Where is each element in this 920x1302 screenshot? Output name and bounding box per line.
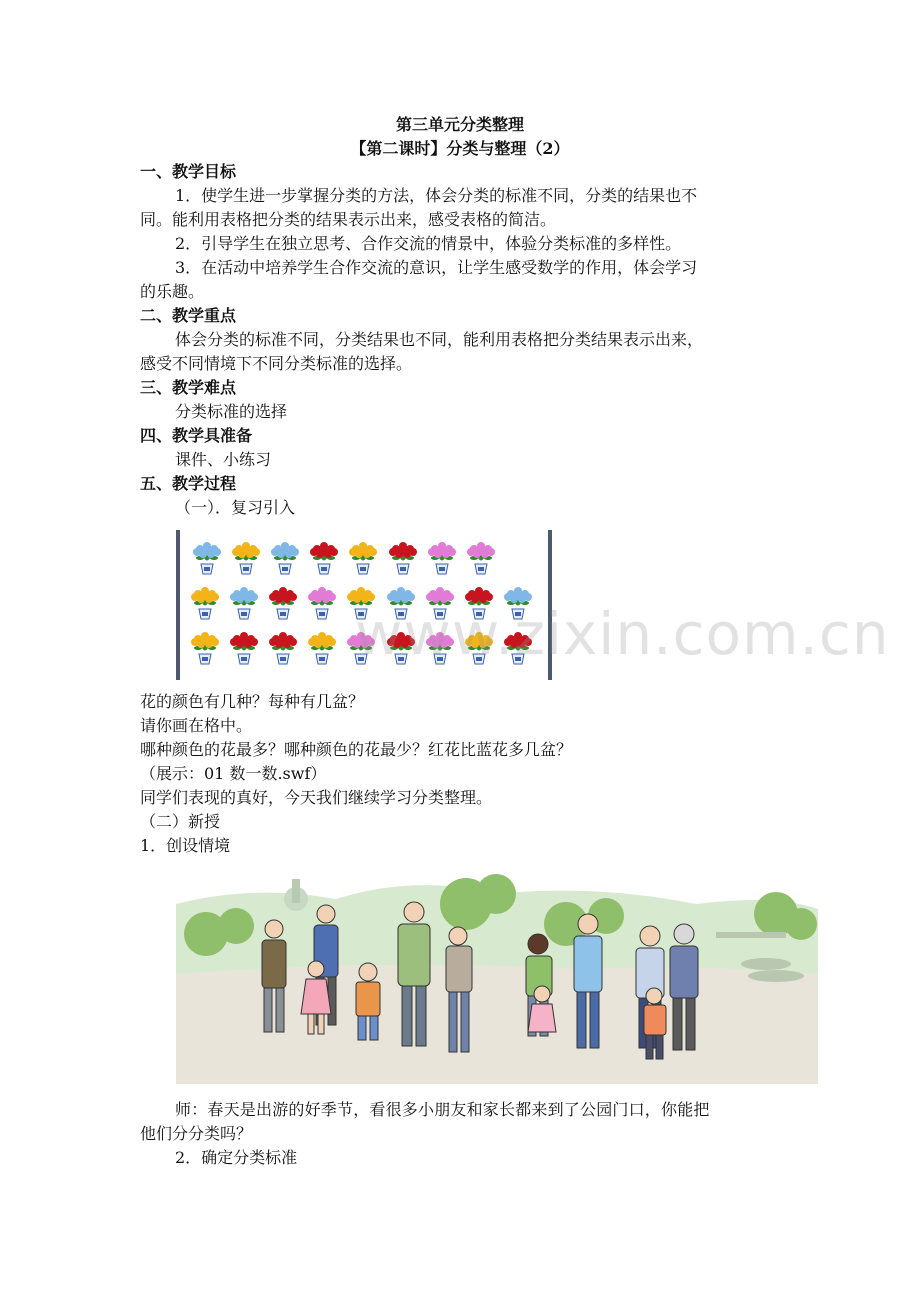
flower-pot-pink [425, 538, 459, 578]
sub-step-criteria: 2．确定分类标准 [175, 1148, 298, 1167]
flower-pot-yellow [346, 538, 380, 578]
question-draw: 请你画在格中。 [140, 716, 253, 735]
heading-key-points: 二、教学重点 [140, 306, 237, 325]
difficulty-text: 分类标准的选择 [175, 402, 288, 421]
teacher-line-1: 师：春天是出游的好季节，看很多小朋友和家长都来到了公园门口，你能把 [175, 1100, 710, 1119]
flower-pot-yellow [188, 583, 222, 623]
sub-step-scenario: 1．创设情境 [140, 836, 231, 855]
flower-pot-red [227, 628, 261, 668]
teacher-line-2: 他们分分类吗？ [140, 1124, 253, 1143]
watermark-text: www.zixin.com.cn [355, 600, 890, 668]
flower-pot-red [307, 538, 341, 578]
flower-pot-yellow [229, 538, 263, 578]
flower-pot-red [386, 538, 420, 578]
step-new-lesson: （二）新授 [140, 812, 221, 831]
key-point-line-1: 体会分类的标准不同，分类结果也不同，能利用表格把分类结果表示出来， [175, 330, 704, 349]
heading-difficulty: 三、教学难点 [140, 378, 237, 397]
lesson-subtitle: 【第二课时】分类与整理（2） [350, 139, 570, 158]
park-family-illustration [176, 864, 818, 1084]
heading-materials: 四、教学具准备 [140, 426, 253, 445]
praise-text: 同学们表现的真好，今天我们继续学习分类整理。 [140, 788, 493, 807]
objective-3-line-1: 3．在活动中培养学生合作交流的意识，让学生感受数学的作用，体会学习 [175, 258, 698, 277]
objective-2: 2．引导学生在独立思考、合作交流的情景中，体验分类标准的多样性。 [175, 234, 682, 253]
left-frame-bar [176, 530, 180, 680]
objective-1-line-2: 同。能利用表格把分类的结果表示出来，感受表格的简洁。 [140, 210, 557, 229]
key-point-line-2: 感受不同情境下不同分类标准的选择。 [140, 354, 413, 373]
heading-process: 五、教学过程 [140, 474, 237, 493]
flower-pot-yellow [305, 628, 339, 668]
materials-text: 课件、小练习 [175, 450, 272, 469]
flower-pot-blue [190, 538, 224, 578]
flower-pot-red [266, 583, 300, 623]
question-compare: 哪种颜色的花最多？哪种颜色的花最少？红花比蓝花多几盆？ [140, 740, 573, 759]
flower-pot-blue [268, 538, 302, 578]
objective-3-line-2: 的乐趣。 [140, 282, 205, 301]
flower-pot-red [266, 628, 300, 668]
heading-objectives: 一、教学目标 [140, 162, 237, 181]
question-colors: 花的颜色有几种？每种有几盆？ [140, 692, 365, 711]
flower-pot-blue [227, 583, 261, 623]
document-title: 第三单元分类整理 [395, 115, 524, 134]
flower-pot-pink [464, 538, 498, 578]
objective-1-line-1: 1．使学生进一步掌握分类的方法，体会分类的标准不同，分类的结果也不 [175, 186, 698, 205]
flower-pot-yellow [188, 628, 222, 668]
show-file-note: （展示：01 数一数.swf） [140, 764, 327, 783]
flower-pot-pink [305, 583, 339, 623]
step-review: （一）．复习引入 [175, 498, 296, 517]
